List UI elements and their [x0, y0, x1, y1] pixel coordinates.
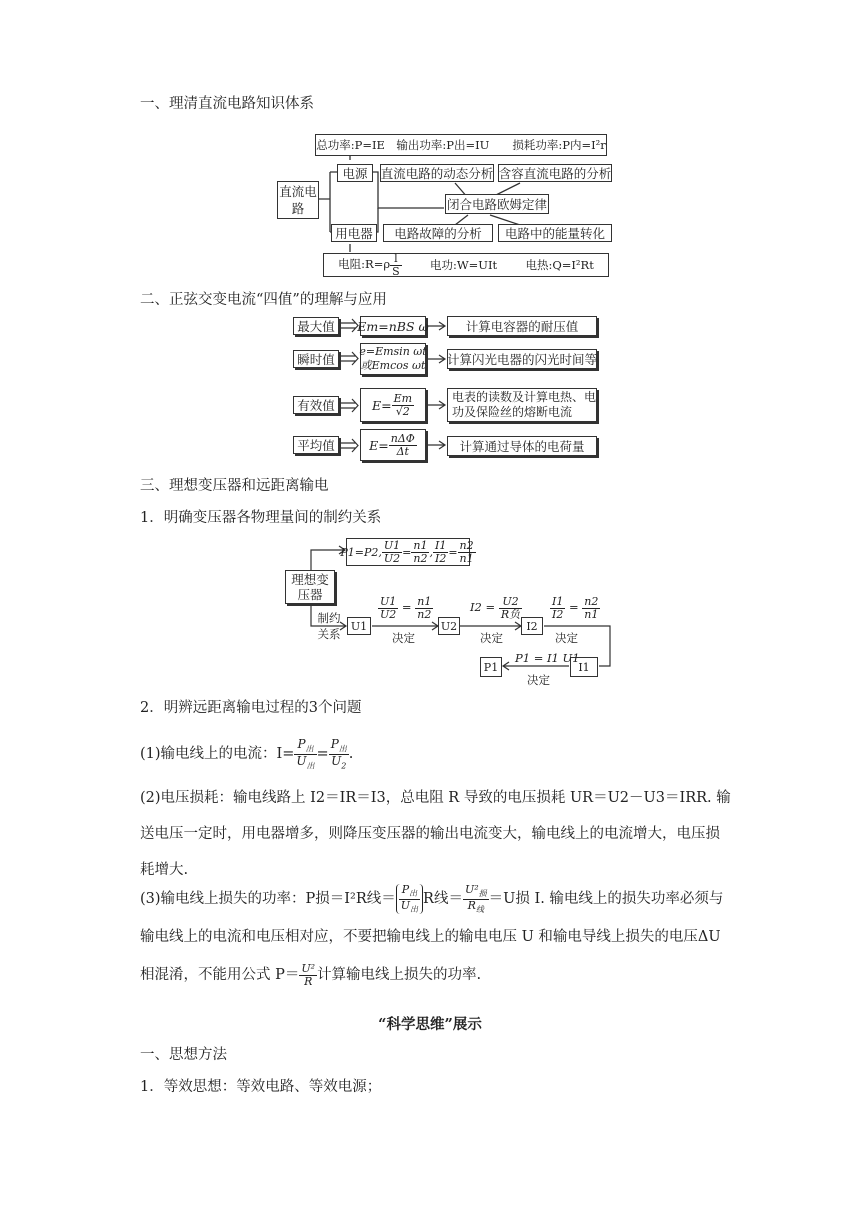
eq-voltage-ratio: $\frac{U1}{U2}$ = $\frac{n1}{n2}$ [380, 595, 432, 621]
ac-max-use: 计算电容器的耐压值 [447, 316, 597, 336]
ac-eff-label: 有效值 [293, 396, 339, 414]
eq-power: P1 = I1 U1 [515, 651, 580, 665]
decide-label-1: 决定 [392, 631, 415, 645]
transformer-power-relation: P1=P2, $\frac{U1}{U2}$ = $\frac{n1}{n2}$ , $\frac{I1}{I2}$ = $\frac{n2}{n1}$ [340, 538, 474, 565]
dc-capacitor-box: 含容直流电路的分析 [498, 166, 612, 181]
dc-root-box: 直流电路 [277, 181, 319, 219]
ac-max-formula: Em=nBS ω [360, 316, 426, 336]
section-heading-dc: 一、理清直流电路知识体系 [140, 96, 314, 112]
dc-energy-box: 电路中的能量转化 [498, 224, 612, 242]
dc-consumer-box: 用电器 [331, 224, 377, 242]
u2-box: U2 [438, 617, 460, 635]
ac-avg-use: 计算通过导体的电荷量 [447, 436, 597, 456]
item-current: (1)输电线上的电流：I= $\frac{P_出}{U_出}$ = $\frac{P_出}{U_2}$ . [140, 736, 354, 770]
dc-ohm-box: 闭合电路欧姆定律 [445, 194, 549, 214]
i1-box: I1 [570, 657, 598, 677]
item-voltage-loss: (2)电压损耗：输电线路上 I2＝IR＝I3，总电阻 R 导致的电压损耗 UR＝U2－U3＝IRR. 输送电压一定时，用电器增多，则降压变压器的输出电流变大，输电线上的电流增大，电压损耗增大. [140, 790, 731, 878]
section-heading-transformer: 三、理想变压器和远距离输电 [140, 478, 329, 494]
eq-current-ratio: $\frac{I1}{I2}$ = $\frac{n2}{n1}$ [552, 595, 599, 621]
resistance-formula: 电阻:R=ρ $\frac{l}{S}$ [338, 251, 400, 278]
decide-label-3: 决定 [555, 631, 578, 645]
ac-eff-use: 电表的读数及计算电热、电功及保险丝的熔断电流 [447, 388, 597, 422]
item-power-loss: (3)输电线上损失的功率：P损＝I²R线＝ $\frac{P_出}{U_出}$ R线＝ $\frac{U^2_损}{R_线}$ ＝U损 I. 输电线上的损失功率必须与输电线上的电流和电压相对应，不要把输电线上的输电电压 U 和输电导线上损失的电压ΔU 相混淆，不能用公式 P＝ $\frac{\text{U²}}{R}$ 计算输电线上损失的功率. [140, 882, 724, 988]
p1-box: P1 [480, 657, 502, 677]
item-equivalence: 1．等效思想：等效电路、等效电源； [140, 1079, 382, 1095]
dc-fault-box: 电路故障的分析 [383, 224, 493, 242]
subheading-long-distance: 2．明辨远距离输电过程的3个问题 [140, 700, 362, 716]
ac-max-label: 最大值 [293, 317, 339, 335]
subheading-constraint: 1．明确变压器各物理量间的制约关系 [140, 510, 382, 526]
section-heading-methods: 一、思想方法 [140, 1047, 227, 1063]
dc-dynamic-box: 直流电路的动态分析 [380, 166, 494, 181]
ac-inst-label: 瞬时值 [293, 350, 339, 368]
relation-label: 制约关系 [317, 611, 341, 641]
i2-box: I2 [521, 617, 543, 635]
decide-label-2: 决定 [480, 631, 503, 645]
ac-eff-formula: E= $\frac{Em}{√2}$ [360, 388, 426, 422]
ac-avg-formula: E= $\frac{\text{nΔΦ}}{\Delta t}$ [360, 429, 426, 461]
dc-source-box: 电源 [337, 164, 373, 182]
u1-box: U1 [347, 617, 371, 635]
section-heading-ac: 二、正弦交变电流“四值”的理解与应用 [140, 292, 387, 308]
ac-avg-label: 平均值 [293, 436, 339, 454]
ac-inst-use: 计算闪光电器的闪光时间等 [447, 349, 597, 369]
ac-inst-formula: e=Emsin ωt 或Emcos ωt [360, 343, 426, 375]
heat-formula: 电热:Q=I²Rt [525, 258, 594, 272]
work-formula: 电功:W=UIt [429, 258, 498, 272]
transformer-root: 理想变压器 [285, 570, 335, 604]
showcase-title: “科学思维”展示 [378, 1016, 482, 1033]
eq-current-load: I2 = $\frac{U2}{\text{R负}}$ [470, 595, 521, 621]
decide-label-4: 决定 [527, 673, 550, 687]
dc-power-formulas: 总功率:P=IE 输出功率:P出=IU 损耗功率:P内=I²r [315, 134, 607, 156]
